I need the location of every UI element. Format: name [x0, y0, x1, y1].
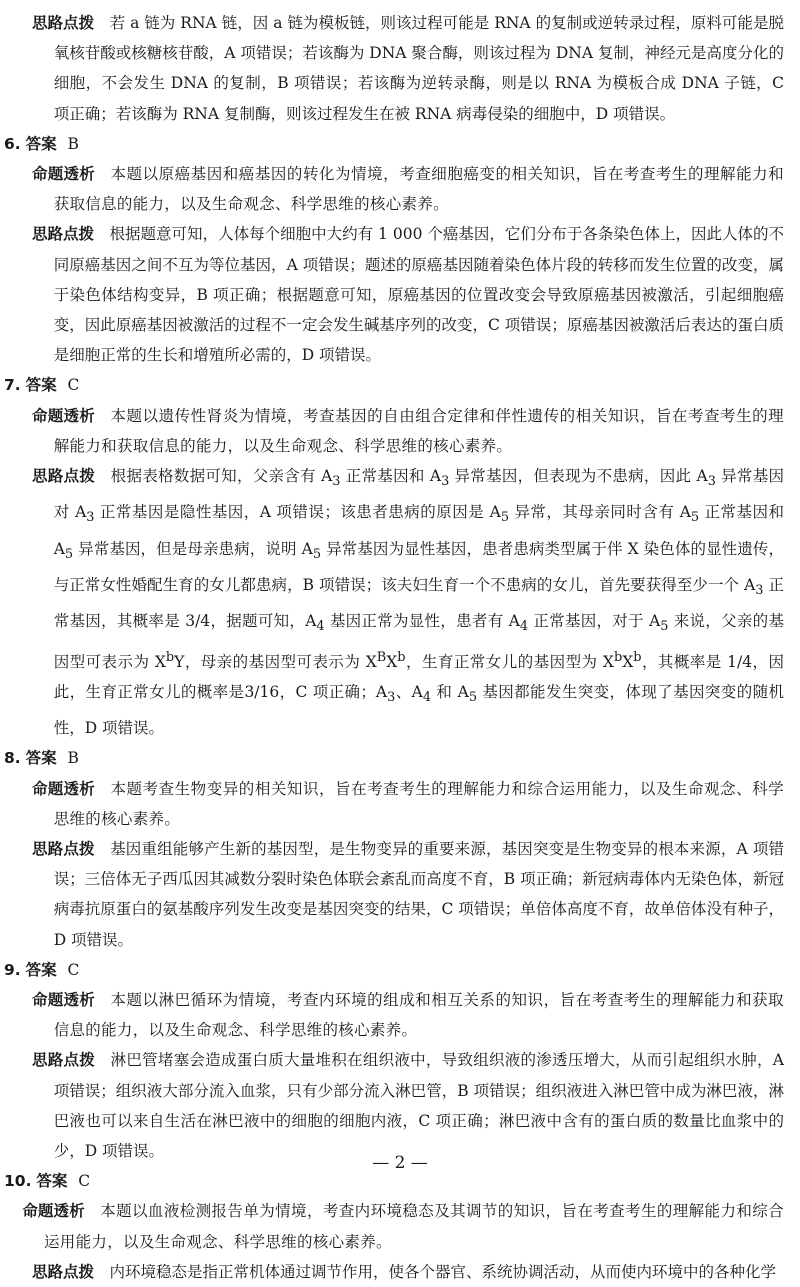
answer-line — [4, 370, 784, 400]
question-number: 8. — [4, 749, 21, 768]
hint-label: 思路点拨 — [32, 1262, 95, 1281]
hint — [32, 834, 784, 955]
analysis — [32, 774, 784, 834]
analysis-label: 命题透析 — [32, 165, 95, 184]
q5-tail — [32, 8, 784, 129]
analysis — [32, 985, 784, 1045]
hint-label: 思路点拨 — [32, 1051, 96, 1070]
question-6 — [4, 129, 784, 371]
answer-line — [4, 743, 784, 773]
answer-line — [4, 955, 784, 985]
answer-line — [4, 129, 784, 159]
answer-label: 答案 — [25, 960, 57, 979]
analysis — [32, 401, 784, 461]
analysis-label: 命题透析 — [32, 991, 95, 1010]
hint-text: 内环境稳态是指正常机体通过调节作用，使各个器官、系统协调活动，从而使内环境中的各种化学 — [109, 1262, 777, 1281]
hint-text: 基因重组能够产生新的基因型，是生物变异的重要来源，基因突变是生物变异的根本来源，A 项错误；三倍体无子西瓜因其减数分裂时染色体联会紊乱而高度不育，B 项正确；新冠病毒体内无染色体，新冠病毒抗原蛋白的氨基酸序列发生改变是基因突变的结果，C 项错误；单倍体高度不育，故单倍体没有种子，D 项错误。 — [53, 840, 784, 949]
question-8 — [4, 743, 784, 954]
hint-text: 根据表格数据可知，父亲含有 $A_3$ 正常基因和 $A_3$ 异常基因，但表现为不患病，因此 $A_3$ 异常基因对 $A_3$ 正常基因是隐性基因，A 项错误；该患者患病的原因是 $A_5$ 异常，其母亲同时含有 $A_5$ 正常基因和 $A_5$ 异常基因，但是母亲患病，说明 $A_5$ 异常基因为显性基因，患者患病类型属于伴 X 染色体的显性遗传，与正常女性婚配生育的女儿都患病，B 项错误；该夫妇生育一个不患病的女儿，首先要获得至少一个 $A_3$ 正常基因，其概率是 3/4，据题可知，$A_4$ 基因正常为显性，患者有 $A_4$ 正常基因，对于 $A_5$ 来说，父亲的基因型可表示为 $X^bY$，母亲的基因型可表示为 $X^BX^b$，生育正常女儿的基因型为 $X^bX^b$，其概率是 1/4，因此，生育正常女儿的概率是3/16，C 项正确；$A_3$、$A_4$ 和 $A_5$ 基因都能发生突变，体现了基因突变的随机性，D 项错误。 — [53, 467, 785, 738]
question-9 — [4, 955, 784, 1166]
hint — [32, 461, 784, 743]
analysis-text: 本题考查生物变异的相关知识，旨在考查考生的理解能力和综合运用能力，以及生命观念、科学思维的核心素养。 — [53, 779, 784, 828]
question-number: 6. — [4, 134, 21, 153]
hint — [32, 219, 784, 370]
analysis-text: 本题以血液检测报告单为情境，考查内环境稳态及其调节的知识，旨在考查考生的理解能力和综合运用能力，以及生命观念、科学思维的核心素养。 — [44, 1202, 784, 1251]
question-7 — [4, 370, 785, 743]
answer-value: C — [78, 1172, 91, 1191]
hint-label: 思路点拨 — [32, 840, 95, 858]
answer-label: 答案 — [25, 376, 57, 395]
analysis — [22, 1196, 784, 1256]
analysis-label: 命题透析 — [32, 406, 95, 425]
answer-value: C — [67, 376, 80, 395]
answer-value: C — [67, 960, 80, 979]
analysis-label: 命题透析 — [32, 779, 95, 798]
q5-hint — [32, 8, 784, 129]
hint-text: 若 a 链为 RNA 链，因 a 链为模板链，则该过程可能是 RNA 的复制或逆转录过程，原料可能是脱氧核苷酸或核糖核苷酸，A 项错误；若该酶为 DNA 聚合酶，则该过程为 DNA 复制，神经元是高度分化的细胞，不会发生 DNA 的复制，B 项错误；若该酶为逆转录酶，则是以 RNA 为模板合成 DNA 子链，C 项正确；若该酶为 RNA 复制酶，则该过程发生在被 RNA 病毒侵染的细胞中，D 项错误。 — [53, 14, 784, 123]
hint-text: 淋巴管堵塞会造成蛋白质大量堆积在组织液中，导致组织液的渗透压增大，从而引起组织水肿，A 项错误；组织液大部分流入血浆，只有少部分流入淋巴管，B 项错误；组织液进入淋巴管中成为淋巴液，淋巴液也可以来自生活在淋巴液中的细胞的细胞内液，C 项正确；淋巴液中含有的蛋白质的数量比血浆中的少，D 项错误。 — [53, 1051, 784, 1161]
hint-label: 思路点拨 — [32, 14, 95, 32]
analysis-text: 本题以淋巴循环为情境，考查内环境的组成和相互关系的知识，旨在考查考生的理解能力和获取信息的能力，以及生命观念、科学思维的核心素养。 — [53, 991, 784, 1040]
hint-label: 思路点拨 — [32, 225, 95, 244]
page-number: — 2 — — [372, 1153, 428, 1173]
answer-value: B — [67, 134, 79, 153]
hint-label: 思路点拨 — [32, 467, 96, 486]
answer-label: 答案 — [25, 749, 57, 768]
question-10 — [4, 1166, 784, 1287]
answer-label: 答案 — [25, 134, 57, 153]
question-number: 7. — [4, 376, 21, 395]
answer-label: 答案 — [36, 1172, 68, 1191]
analysis-label: 命题透析 — [22, 1202, 85, 1221]
analysis-text: 本题以遗传性肾炎为情境，考查基因的自由组合定律和伴性遗传的相关知识，旨在考查考生的理解能力和获取信息的能力，以及生命观念、科学思维的核心素养。 — [53, 406, 784, 455]
analysis — [32, 159, 784, 219]
hint-text: 根据题意可知，人体每个细胞中大约有 1 000 个癌基因，它们分布于各条染色体上，因此人体的不同原癌基因之间不互为等位基因，A 项错误；题述的原癌基因随着染色体片段的转移而发生位置的改变，属于染色体结构变异，B 项正确；根据题意可知，原癌基因的位置改变会导致原癌基因被激活，引起细胞癌变，因此原癌基因被激活的过程不一定会发生碱基序列的改变，C 项错误；原癌基因被激活后表达的蛋白质是细胞正常的生长和增殖所必需的，D 项错误。 — [53, 225, 784, 365]
analysis-text: 本题以原癌基因和癌基因的转化为情境，考查细胞癌变的相关知识，旨在考查考生的理解能力和获取信息的能力，以及生命观念、科学思维的核心素养。 — [53, 165, 784, 214]
document-page — [4, 8, 785, 1287]
hint — [32, 1257, 784, 1287]
question-number: 9. — [4, 960, 21, 979]
question-number: 10. — [4, 1172, 32, 1191]
answer-value: B — [67, 749, 79, 768]
